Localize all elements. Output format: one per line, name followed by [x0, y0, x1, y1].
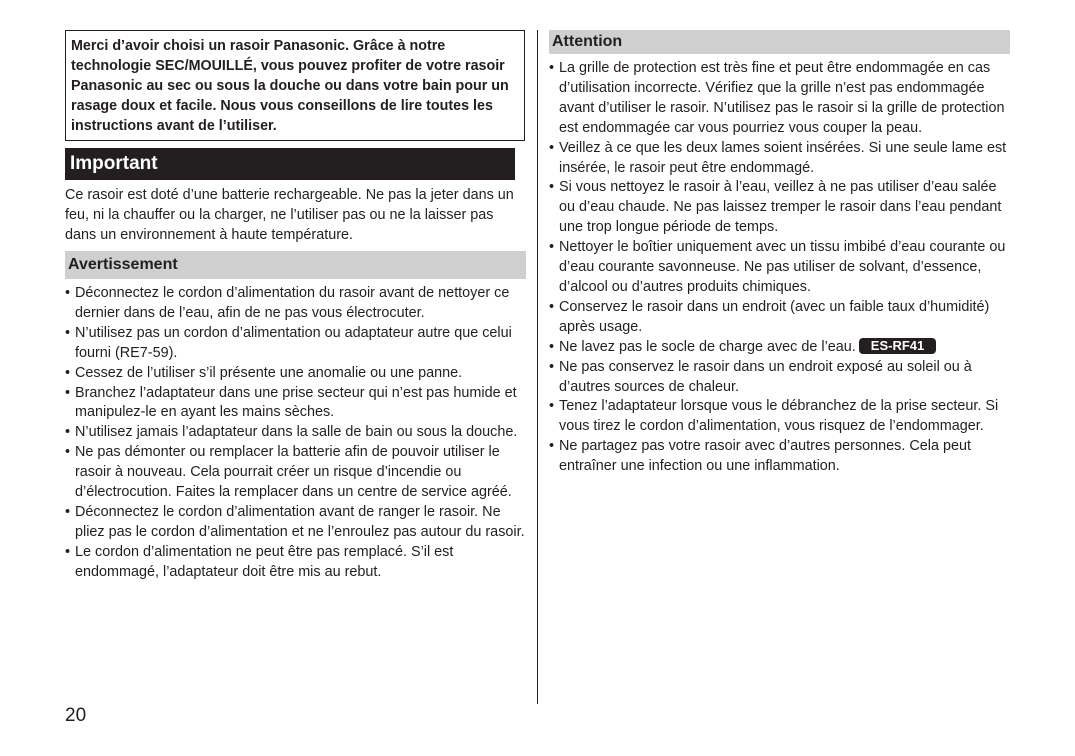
list-item: • Conservez le rasoir dans un endroit (avec un faible taux d’humidité) après usage. — [549, 298, 1011, 338]
attention-heading: Attention — [549, 30, 1010, 54]
list-item: • Branchez l’adaptateur dans une prise secteur qui n’est pas humide et manipulez-le en ayant les mains sèches. — [65, 384, 525, 424]
list-item: • Tenez l’adaptateur lorsque vous le débranchez de la prise secteur. Si vous tirez le cordon d’alimentation, vous risquez de l’endommager. — [549, 397, 1011, 437]
list-item — [549, 338, 1011, 358]
attention-list — [549, 59, 1011, 477]
list-item: • Ne pas conservez le rasoir dans un endroit exposé au soleil ou à d’autres sources de chaleur. — [549, 358, 1011, 398]
list-item: • Déconnectez le cordon d’alimentation avant de ranger le rasoir. Ne pliez pas le cordon d’alimentation et ne l’enroulez pas autour du rasoir. — [65, 503, 525, 543]
list-item: • La grille de protection est très fine et peut être endommagée en cas d’utilisation incorrecte. Vérifiez que la grille n’est pas endommagée avant d’utiliser le rasoir. N’utilisez pas le rasoir si la grille de protection est endommagée car vous pourriez vous couper la peau. — [549, 59, 1011, 139]
list-item: • Veillez à ce que les deux lames soient insérées. Si une seule lame est insérée, le rasoir peut être endommagé. — [549, 139, 1011, 179]
warning-heading: Avertissement — [65, 251, 526, 279]
list-item: • N’utilisez pas un cordon d’alimentation ou adaptateur autre que celui fourni (RE7-59). — [65, 324, 525, 364]
intro-box: Merci d’avoir choisi un rasoir Panasonic. Grâce à notre technologie SEC/MOUILLÉ, vous pouvez profiter de votre rasoir Panasonic au sec ou sous la douche ou dans votre bain pour un rasage doux et facile. Nous vous conseillons de lire toutes les instructions avant de l’utiliser. — [65, 30, 525, 141]
list-item: • Le cordon d’alimentation ne peut être pas remplacé. S’il est endommagé, l’adaptateur doit être mis au rebut. — [65, 543, 525, 583]
list-item: • Si vous nettoyez le rasoir à l’eau, veillez à ne pas utiliser d’eau salée ou d’eau chaude. Ne pas laissez tremper le rasoir dans l’eau pendant une trop longue période de temps. — [549, 178, 1011, 238]
warning-list — [65, 284, 525, 583]
list-item-text: Ne lavez pas le socle de charge avec de l’eau. — [559, 338, 856, 355]
list-item: • N’utilisez jamais l’adaptateur dans la salle de bain ou sous la douche. — [65, 423, 525, 443]
list-item: • Ne partagez pas votre rasoir avec d’autres personnes. Cela peut entraîner une infection ou une inflammation. — [549, 437, 1011, 477]
list-item: • Cessez de l’utiliser s’il présente une anomalie ou une panne. — [65, 364, 525, 384]
model-badge: ES-RF41 — [859, 338, 936, 354]
list-item: • Déconnectez le cordon d’alimentation du rasoir avant de nettoyer ce dernier dans de l’eau, afin de ne pas vous électrocuter. — [65, 284, 525, 324]
important-text: Ce rasoir est doté d’une batterie rechargeable. Ne pas la jeter dans un feu, ni la chauffer ou la charger, ne l’utiliser pas ou ne la laisser pas dans un environnement à haute température. — [65, 187, 514, 243]
list-item: • Ne pas démonter ou remplacer la batterie afin de pouvoir utiliser le rasoir à nouveau. Cela pourrait créer un risque d’incendie ou d’électrocution. Faites la remplacer dans un centre de service agréé. — [65, 443, 525, 503]
important-heading: Important — [65, 148, 515, 180]
page-number: 20 — [65, 705, 87, 726]
column-divider — [537, 30, 538, 704]
list-item: • Nettoyer le boîtier uniquement avec un tissu imbibé d’eau courante ou d’eau courante savonneuse. Ne pas utiliser de solvant, d’essence, d’alcool ou d’autres produits chimiques. — [549, 238, 1011, 298]
